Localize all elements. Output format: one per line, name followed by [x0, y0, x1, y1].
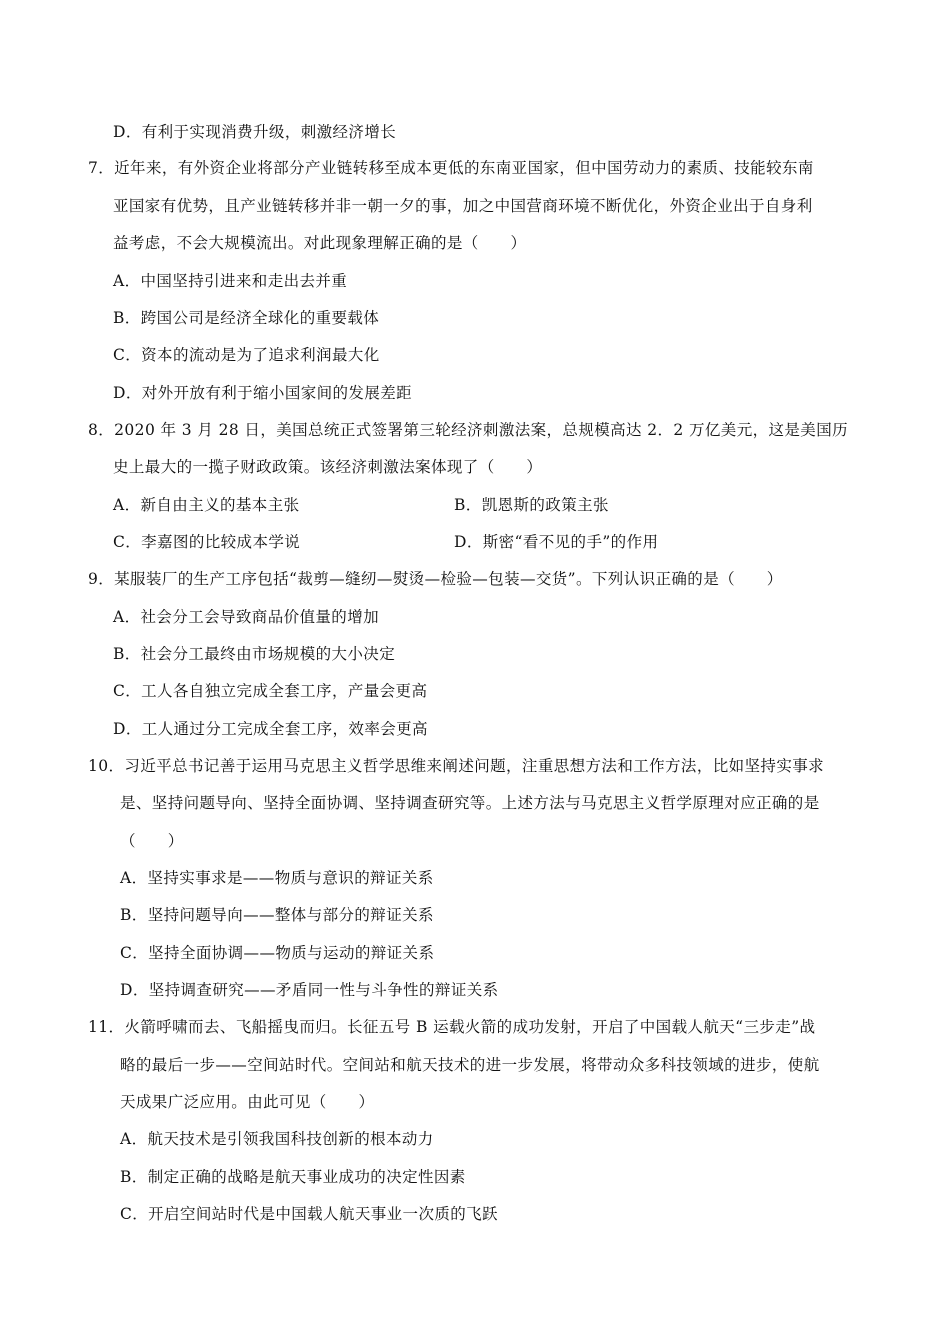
q11-option-a[interactable]: A．航天技术是引领我国科技创新的根本动力 [120, 1130, 434, 1148]
q11-stem-line-1: 11．火箭呼啸而去、飞船摇曳而归。长征五号 B 运载火箭的成功发射，开启了中国载人航天“三步走”战 [88, 1018, 816, 1036]
q9-option-c[interactable]: C．工人各自独立完成全套工序，产量会更高 [113, 682, 428, 700]
q8-option-c[interactable]: C．李嘉图的比较成本学说 [113, 533, 301, 551]
q10-option-a[interactable]: A．坚持实事求是——物质与意识的辩证关系 [120, 869, 434, 887]
q10-option-b[interactable]: B．坚持问题导向——整体与部分的辩证关系 [120, 906, 434, 924]
q8-stem-line-2: 史上最大的一揽子财政政策。该经济刺激法案体现了（ ） [113, 458, 543, 476]
q11-stem-line-2: 略的最后一步——空间站时代。空间站和航天技术的进一步发展，将带动众多科技领域的进步，使航 [120, 1056, 820, 1074]
q7-stem-line-2: 亚国家有优势，且产业链转移并非一朝一夕的事，加之中国营商环境不断优化，外资企业出于自身利 [113, 197, 813, 215]
q7-option-b[interactable]: B．跨国公司是经济全球化的重要载体 [113, 309, 380, 327]
q11-option-c[interactable]: C．开启空间站时代是中国载人航天事业一次质的飞跃 [120, 1205, 498, 1223]
q10-stem-line-3: （ ） [120, 832, 184, 850]
q8-option-b[interactable]: B．凯恩斯的政策主张 [454, 496, 609, 514]
q11-stem-line-3: 天成果广泛应用。由此可见（ ） [120, 1093, 375, 1111]
q8-option-a[interactable]: A．新自由主义的基本主张 [113, 496, 300, 514]
q7-option-c[interactable]: C．资本的流动是为了追求利润最大化 [113, 346, 380, 364]
q9-option-d[interactable]: D．工人通过分工完成全套工序，效率会更高 [113, 720, 428, 738]
q10-stem-line-1: 10．习近平总书记善于运用马克思主义哲学思维来阐述问题，注重思想方法和工作方法，比如坚持实事求 [88, 757, 825, 775]
q7-stem-line-3: 益考虑，不会大规模流出。对此现象理解正确的是（ ） [113, 234, 527, 252]
q10-option-d[interactable]: D．坚持调查研究——矛盾同一性与斗争性的辩证关系 [120, 981, 499, 999]
q9-option-b[interactable]: B．社会分工最终由市场规模的大小决定 [113, 645, 396, 663]
q9-stem-line-1: 9．某服装厂的生产工序包括“裁剪—缝纫—熨烫—检验—包装—交货”。下列认识正确的是（ ） [88, 570, 783, 588]
q11-option-b[interactable]: B．制定正确的战略是航天事业成功的决定性因素 [120, 1168, 466, 1186]
q8-option-d[interactable]: D．斯密“看不见的手”的作用 [454, 533, 659, 551]
q8-stem-line-1: 8．2020 年 3 月 28 日，美国总统正式签署第三轮经济刺激法案，总规模高达 2．2 万亿美元，这是美国历 [88, 421, 849, 439]
q10-stem-line-2: 是、坚持问题导向、坚持全面协调、坚持调查研究等。上述方法与马克思主义哲学原理对应正确的是 [120, 794, 820, 812]
q9-option-a[interactable]: A．社会分工会导致商品价值量的增加 [113, 608, 379, 626]
q7-stem-line-1: 7．近年来，有外资企业将部分产业链转移至成本更低的东南亚国家，但中国劳动力的素质、技能较东南 [88, 159, 814, 177]
q7-option-a[interactable]: A．中国坚持引进来和走出去并重 [113, 272, 348, 290]
q6-option-d[interactable]: D．有利于实现消费升级，刺激经济增长 [113, 123, 397, 141]
q7-option-d[interactable]: D．对外开放有利于缩小国家间的发展差距 [113, 384, 413, 402]
q10-option-c[interactable]: C．坚持全面协调——物质与运动的辩证关系 [120, 944, 435, 962]
